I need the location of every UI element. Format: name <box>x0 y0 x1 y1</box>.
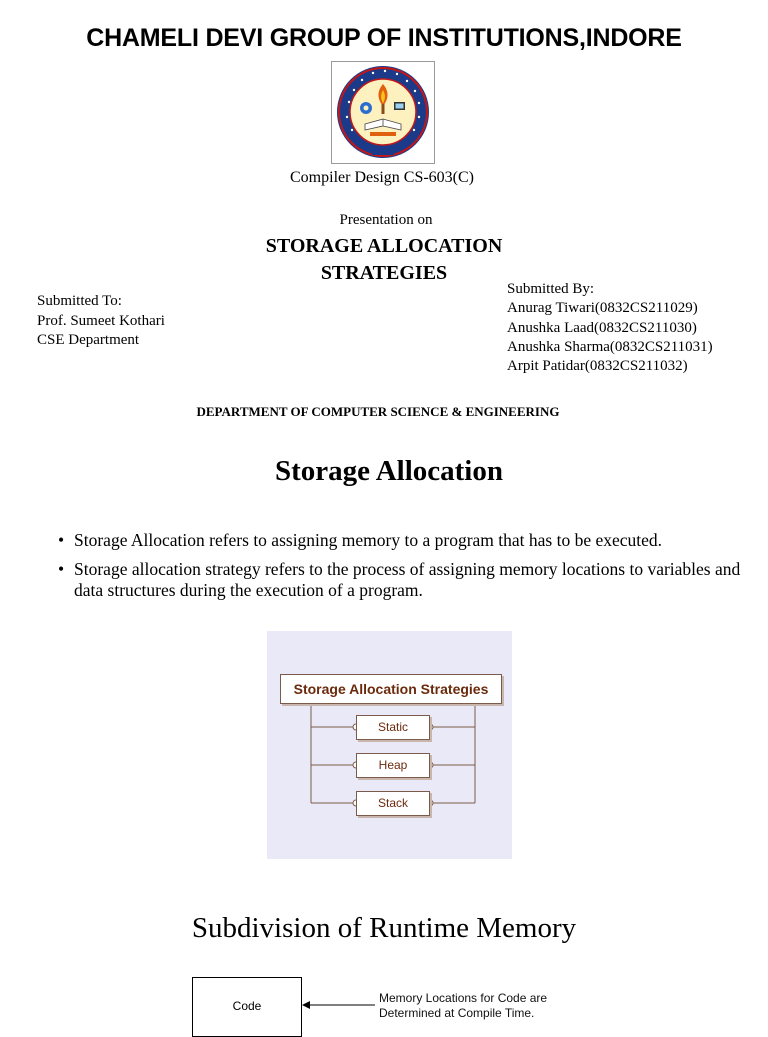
submitted-by-heading: Submitted By: <box>507 281 595 297</box>
team-member: Anushka Laad(0832CS211030) <box>507 319 697 336</box>
memory-note-line-1: Memory Locations for Code are <box>379 991 548 1005</box>
team-member: Arpit Patidar(0832CS211032) <box>507 358 688 375</box>
team-member: Anushka Sharma(0832CS211031) <box>507 338 713 355</box>
strategy-static: Static <box>356 715 430 740</box>
institution-logo <box>331 61 435 164</box>
memory-note-line-2: Determined at Compile Time. <box>379 1006 535 1020</box>
team-member: Anurag Tiwari(0832CS211029) <box>507 300 698 317</box>
bullet-icon: • <box>58 530 65 550</box>
submitted-by-block <box>507 280 713 376</box>
code-segment-box: Code <box>192 977 302 1037</box>
strategy-heap: Heap <box>356 753 430 778</box>
submitted-to-department: CSE Department <box>37 332 140 348</box>
bullet-text: Storage Allocation refers to assigning memory to a program that has to be executed. <box>74 530 663 550</box>
diagram-heading: Storage Allocation Strategies <box>280 674 502 704</box>
submitted-to-block <box>37 292 165 351</box>
bullet-list <box>58 530 748 609</box>
bullet-item <box>58 559 748 602</box>
diagram-connectors <box>267 631 512 859</box>
institution-seal-logo-icon <box>332 62 434 163</box>
course-code: Compiler Design CS-603(C) <box>290 169 474 186</box>
title-line-2: STRATEGIES <box>320 262 448 284</box>
title-line-1: STORAGE ALLOCATION <box>265 235 503 257</box>
strategy-stack: Stack <box>356 791 430 816</box>
department-name: DEPARTMENT OF COMPUTER SCIENCE & ENGINEERING <box>196 404 560 419</box>
memory-note <box>379 991 547 1021</box>
arrow-left-icon <box>300 998 376 1012</box>
bullet-icon: • <box>58 558 65 579</box>
section-title: Storage Allocation <box>275 455 503 487</box>
bullet-text: Storage allocation strategy refers to the process of assigning memory locations to variables and data structures during the execution of a program. <box>74 558 741 600</box>
submitted-to-heading: Submitted To: <box>37 293 122 309</box>
bullet-item <box>58 530 748 552</box>
subdivision-title: Subdivision of Runtime Memory <box>191 912 577 944</box>
institute-name: CHAMELI DEVI GROUP OF INSTITUTIONS,INDORE <box>86 24 682 52</box>
presentation-title <box>0 233 768 287</box>
presentation-on-label: Presentation on <box>339 212 433 228</box>
submitted-to-name: Prof. Sumeet Kothari <box>37 312 165 329</box>
